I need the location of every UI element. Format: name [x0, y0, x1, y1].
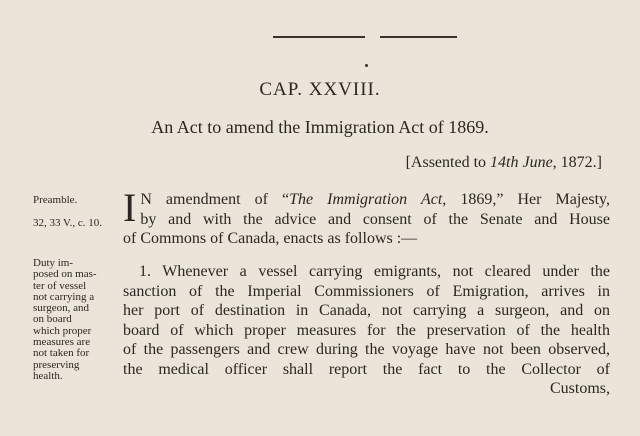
preamble-line: by and with the advice and consent of the Senate and House: [140, 210, 610, 228]
margin-note-line: posed on mas-: [33, 268, 97, 281]
preamble-line: N amendment of “The Immigration Act, 1869,” Her Majesty,: [140, 191, 611, 208]
margin-note-line: health.: [33, 369, 63, 382]
section-line: sanction of the Imperial Commissioners of Emigration, arrives in: [123, 282, 610, 300]
ornament-dot: [365, 64, 368, 67]
margin-note-duty: [33, 258, 118, 382]
assent-date: 14th June: [490, 154, 553, 171]
margin-note-line: preserving: [33, 358, 80, 371]
top-rule-left: [273, 36, 365, 38]
top-rule-right: [380, 36, 457, 38]
section-1-paragraph: [123, 262, 610, 399]
margin-note-line: not carrying a: [33, 290, 95, 303]
margin-note-line: ter of vessel: [33, 279, 87, 292]
margin-note-line: measures are: [33, 336, 91, 349]
margin-note-line: surgeon, and: [33, 302, 90, 315]
margin-note-preamble: Preamble.: [33, 194, 78, 206]
section-line: of the passengers and crew during the voyage have not been observed,: [123, 341, 610, 358]
section-line: the medical officer shall report the fact to the Collector of: [123, 360, 610, 378]
drop-cap: I: [123, 185, 137, 230]
assent-year: , 1872.]: [552, 154, 602, 171]
chapter-heading: CAP. XXVIII.: [259, 79, 381, 100]
margin-note-line: Duty im-: [33, 257, 74, 269]
margin-note-line: not taken for: [33, 347, 90, 360]
section-line: 1. Whenever a vessel carrying emigrants, not cleared under the: [139, 263, 610, 280]
assent-line: [406, 154, 602, 172]
margin-note-reference: 32, 33 V., c. 10.: [33, 217, 102, 229]
preamble-paragraph: [123, 185, 611, 249]
act-title: An Act to amend the Immigration Act of 1869.: [151, 117, 489, 137]
section-line: her port of destination in Canada, not carrying a surgeon, and on: [123, 302, 610, 319]
section-line: Customs,: [549, 380, 610, 397]
margin-note-line: on board: [33, 313, 72, 326]
section-line: board of which proper measures for the preservation of the health: [123, 321, 610, 339]
assent-open: [Assented to: [405, 154, 491, 171]
preamble-line: of Commons of Canada, enacts as follows :—: [123, 230, 418, 247]
margin-note-line: which proper: [33, 324, 92, 337]
